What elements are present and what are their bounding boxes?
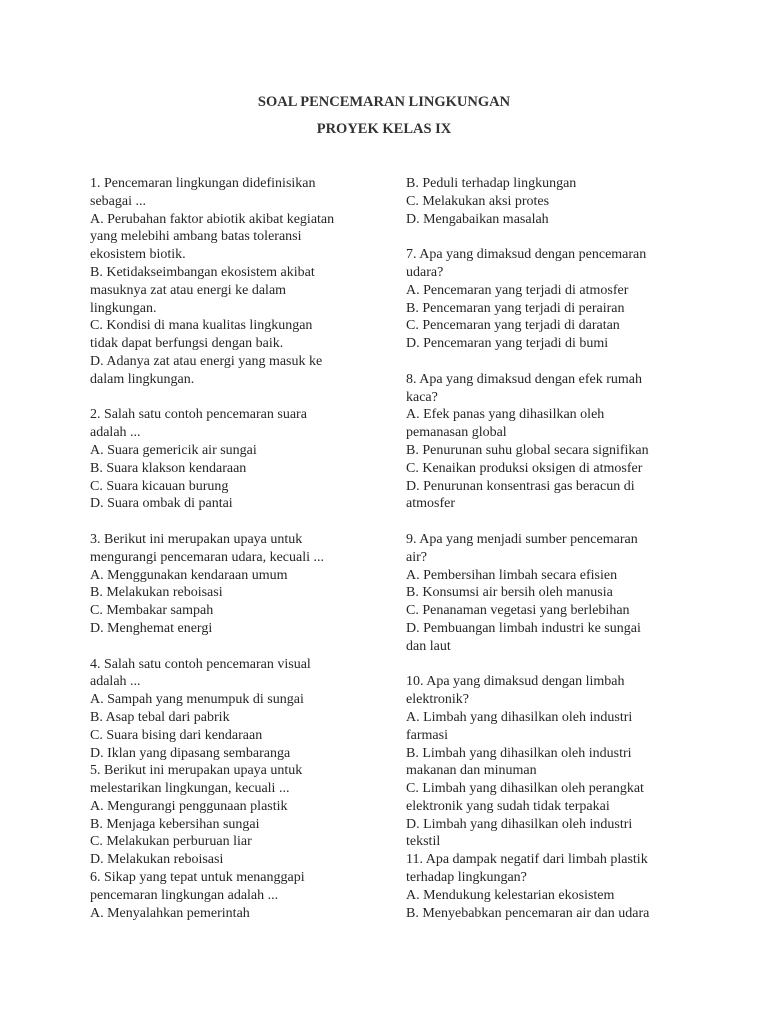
text-line: adalah ... bbox=[90, 674, 141, 690]
text-line: 3. Berikut ini merupakan upaya untuk bbox=[90, 531, 303, 547]
text-line: A. Mengurangi penggunaan plastik bbox=[90, 798, 288, 814]
text-line: B. Pencemaran yang terjadi di perairan bbox=[406, 300, 625, 316]
text-line: tekstil bbox=[406, 834, 441, 850]
text-line: ekosistem biotik. bbox=[90, 247, 186, 263]
text-line: terhadap lingkungan? bbox=[406, 870, 527, 886]
text-line: C. Suara bising dari kendaraan bbox=[90, 727, 263, 743]
text-line: 10. Apa yang dimaksud dengan limbah bbox=[406, 674, 625, 690]
text-line: mengurangi pencemaran udara, kecuali ... bbox=[90, 549, 325, 565]
text-line: 11. Apa dampak negatif dari limbah plastik bbox=[406, 852, 648, 868]
text-line: B. Konsumsi air bersih oleh manusia bbox=[406, 585, 613, 601]
text-line: melestarikan lingkungan, kecuali ... bbox=[90, 781, 290, 797]
question-block bbox=[90, 531, 390, 638]
document-subtitle: PROYEK KELAS IX bbox=[316, 121, 452, 137]
text-line: C. Membakar sampah bbox=[90, 603, 214, 619]
text-line: 7. Apa yang dimaksud dengan pencemaran bbox=[406, 247, 647, 263]
text-line: C. Kondisi di mana kualitas lingkungan bbox=[90, 318, 313, 334]
text-line: B. Asap tebal dari pabrik bbox=[90, 709, 230, 725]
text-line: sebagai ... bbox=[90, 193, 146, 209]
text-line: makanan dan minuman bbox=[406, 763, 537, 779]
question-block bbox=[406, 851, 706, 922]
text-line: 9. Apa yang menjadi sumber pencemaran bbox=[406, 531, 638, 547]
text-line: tidak dapat berfungsi dengan baik. bbox=[90, 336, 284, 352]
text-line: D. Mengabaikan masalah bbox=[406, 211, 549, 227]
text-line: dan laut bbox=[406, 638, 451, 654]
text-line: masuknya zat atau energi ke dalam bbox=[90, 282, 287, 298]
text-line: B. Penurunan suhu global secara signifikan bbox=[406, 442, 649, 458]
text-line: farmasi bbox=[406, 727, 448, 743]
text-line: C. Kenaikan produksi oksigen di atmosfer bbox=[406, 460, 643, 476]
text-line: C. Melakukan perburuan liar bbox=[90, 834, 252, 850]
text-line: 6. Sikap yang tepat untuk menanggapi bbox=[90, 870, 305, 886]
text-line: kaca? bbox=[406, 389, 438, 405]
text-line: pencemaran lingkungan adalah ... bbox=[90, 887, 279, 903]
text-line: pemanasan global bbox=[406, 425, 507, 441]
text-line: 5. Berikut ini merupakan upaya untuk bbox=[90, 763, 303, 779]
text-line: 1. Pencemaran lingkungan didefinisikan bbox=[90, 176, 316, 191]
text-line: B. Melakukan reboisasi bbox=[90, 585, 223, 601]
text-line: A. Suara gemericik air sungai bbox=[90, 442, 257, 458]
text-line: D. Menghemat energi bbox=[90, 620, 213, 636]
text-line: A. Menggunakan kendaraan umum bbox=[90, 567, 288, 583]
text-line: B. Ketidakseimbangan ekosistem akibat bbox=[90, 264, 315, 280]
text-line: D. Adanya zat atau energi yang masuk ke bbox=[90, 353, 323, 369]
text-line: udara? bbox=[406, 264, 444, 280]
text-line: yang melebihi ambang batas toleransi bbox=[90, 229, 302, 245]
question-block bbox=[90, 175, 390, 389]
question-block bbox=[90, 406, 390, 513]
text-line: D. Pembuangan limbah industri ke sungai bbox=[406, 620, 641, 636]
text-line: C. Pencemaran yang terjadi di daratan bbox=[406, 318, 620, 334]
text-line: D. Suara ombak di pantai bbox=[90, 496, 233, 512]
question-block bbox=[90, 656, 390, 763]
text-line: D. Iklan yang dipasang sembaranga bbox=[90, 745, 291, 761]
left-column bbox=[90, 175, 390, 922]
text-line: 8. Apa yang dimaksud dengan efek rumah bbox=[406, 371, 642, 387]
text-line: A. Pencemaran yang terjadi di atmosfer bbox=[406, 282, 629, 298]
right-column bbox=[406, 175, 706, 922]
text-line: C. Limbah yang dihasilkan oleh perangkat bbox=[406, 781, 644, 797]
question-block bbox=[406, 246, 706, 353]
text-line: C. Suara kicauan burung bbox=[90, 478, 229, 494]
text-line: C. Melakukan aksi protes bbox=[406, 193, 550, 209]
text-line: B. Menjaga kebersihan sungai bbox=[90, 816, 260, 832]
text-line: D. Melakukan reboisasi bbox=[90, 852, 224, 868]
text-line: atmosfer bbox=[406, 496, 455, 512]
text-line: D. Limbah yang dihasilkan oleh industri bbox=[406, 816, 633, 832]
text-line: A. Efek panas yang dihasilkan oleh bbox=[406, 407, 605, 423]
question-block bbox=[90, 762, 390, 869]
text-line: B. Suara klakson kendaraan bbox=[90, 460, 247, 476]
text-line: D. Penurunan konsentrasi gas beracun di bbox=[406, 478, 635, 494]
question-block bbox=[406, 175, 706, 228]
text-line: dalam lingkungan. bbox=[90, 371, 195, 387]
text-line: A. Menyalahkan pemerintah bbox=[90, 905, 250, 921]
text-line: 4. Salah satu contoh pencemaran visual bbox=[90, 656, 311, 672]
text-line: 2. Salah satu contoh pencemaran suara bbox=[90, 407, 307, 423]
text-line: B. Menyebabkan pencemaran air dan udara bbox=[406, 905, 650, 921]
text-line: lingkungan. bbox=[90, 300, 157, 316]
text-line: A. Pembersihan limbah secara efisien bbox=[406, 567, 618, 583]
question-block bbox=[406, 371, 706, 513]
text-line: B. Peduli terhadap lingkungan bbox=[406, 176, 577, 191]
text-line: C. Penanaman vegetasi yang berlebihan bbox=[406, 603, 630, 619]
question-block bbox=[406, 531, 706, 656]
text-line: A. Limbah yang dihasilkan oleh industri bbox=[406, 709, 633, 725]
text-line: D. Pencemaran yang terjadi di bumi bbox=[406, 336, 609, 352]
text-line: B. Limbah yang dihasilkan oleh industri bbox=[406, 745, 632, 761]
question-block bbox=[90, 869, 390, 922]
question-block bbox=[406, 673, 706, 851]
text-line: elektronik yang sudah tidak terpakai bbox=[406, 798, 610, 814]
text-line: elektronik? bbox=[406, 692, 469, 708]
text-line: A. Mendukung kelestarian ekosistem bbox=[406, 887, 615, 903]
text-line: A. Sampah yang menumpuk di sungai bbox=[90, 692, 304, 708]
text-line: adalah ... bbox=[90, 425, 141, 441]
text-line: air? bbox=[406, 549, 427, 565]
document-title: SOAL PENCEMARAN LINGKUNGAN bbox=[257, 94, 511, 110]
text-line: A. Perubahan faktor abiotik akibat kegiatan bbox=[90, 211, 335, 227]
